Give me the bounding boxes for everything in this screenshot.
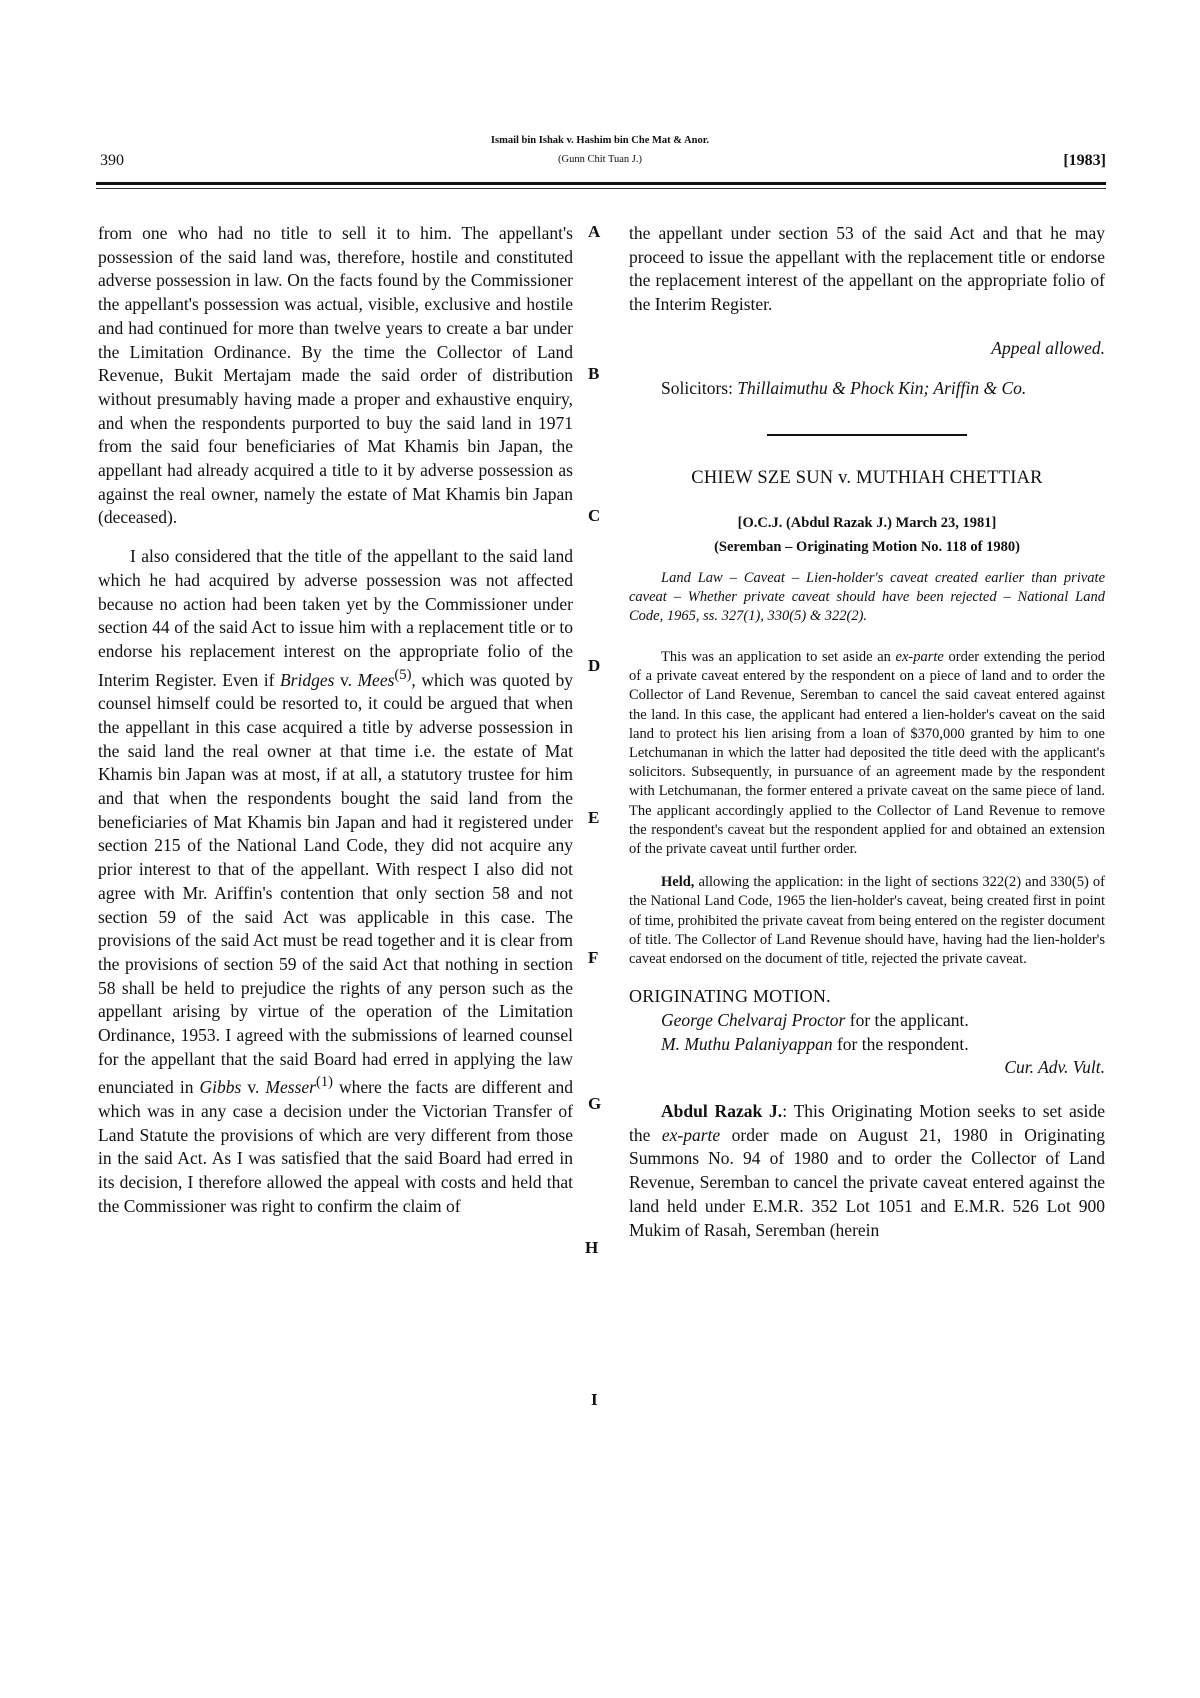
latin-term: ex-parte <box>895 648 944 665</box>
text-run: This was an application to set aside an <box>661 648 896 665</box>
left-column <box>98 222 573 1218</box>
judge-name: Abdul Razak J. <box>661 1100 783 1121</box>
case-name: Gibbs <box>199 1077 242 1098</box>
left-paragraph-2 <box>98 545 573 1218</box>
originating-motion-heading: ORIGINATING MOTION. <box>629 986 831 1007</box>
right-column <box>629 222 1105 1242</box>
text-run: v. <box>241 1077 266 1098</box>
counsel-respondent <box>629 1033 1105 1057</box>
case-name: Bridges <box>279 669 335 690</box>
solicitors <box>629 377 1105 401</box>
counsel-applicant <box>629 1009 1105 1033</box>
text-run: , which was quoted by counsel himself could be resorted to, it could be argued that when the appellant in this case acquired a title by adverse possession in the said land the real owner at that time i.e. the estate of Mat Khamis bin Japan was at most, if at all, a statutory trustee for him and that when the respondents bought the said land from the beneficiaries of Mat Khamis bin Japan and had it registered under section 215 of the National Land Code, they did not acquire any prior interest to that of the appellant. With respect I also did not agree with Mr. Ariffin's contention that only section 58 and not section 59 of the said Act was applicable in this case. The provisions of the said Act must be read together and it is clear from the provisions of section 59 of the said Act that nothing in section 58 shall be held to prejudice the rights of any person such as the appellant arising by virtue of the operation of the Limitation Ordinance, 1953. I agreed with the submissions of learned counsel for the appellant that the said Board had erred in applying the law enunciated in <box>98 669 573 1098</box>
text-run: : This Originating Motion seeks to set aside the <box>629 1100 1105 1145</box>
citation-ref: (1) <box>315 1074 333 1091</box>
margin-letter-h: H <box>585 1238 599 1257</box>
latin-term: ex-parte <box>661 1124 721 1145</box>
margin-letter-e: E <box>588 808 600 827</box>
case-name: Messer <box>265 1077 316 1098</box>
margin-letter-b: B <box>588 364 600 383</box>
text-run: order made on August 21, 1980 in Originating Summons No. 94 of 1980 and to order the Collector of Land Revenue, Seremban to cancel the private caveat entered against the land held under E.M.R. 352 Lot 1051 and E.M.R. 526 Lot 900 Mukim of Rasah, Seremban (herein <box>629 1124 1105 1240</box>
judgment-opening <box>629 1100 1105 1242</box>
text-run: for the applicant. <box>845 1009 969 1030</box>
appeal-allowed: Appeal allowed. <box>991 337 1105 358</box>
text-run: where the facts are different and which was in any case a decision under the Victorian Transfer of Land Statute the provisions of which are very different from those in the said Act. As I was satisfied that the said Board had erred in its decision, I therefore allowed the appeal with costs and held that the Commissioner was right to confirm the claim of <box>98 1077 573 1216</box>
counsel-name: George Chelvaraj Proctor <box>661 1009 846 1030</box>
citation-ref: (5) <box>394 666 412 683</box>
header-rule <box>96 182 1106 185</box>
right-paragraph-1: the appellant under section 53 of the said Act and that he may proceed to issue the appellant with the replacement title or endorse the replacement interest of the appellant on the appropriate folio of the Interim Register. <box>629 223 1105 315</box>
margin-letter-c: C <box>588 506 601 525</box>
text-run: order extending the period of a private caveat entered by the respondent on a piece of land and to order the Collector of Land Revenue, Seremban to cancel the said caveat entered against the land. In this case, the applicant had entered a lien-holder's caveat on the said land to protect his lien arising from a loan of $370,000 granted by him to one Letchumanan in which the latter had deposited the title deed with the applicant's solicitors. Subsequently, in pursuance of an agreement made by the respondent with Letchumanan, the former entered a private caveat on the same piece of land. The applicant accordingly applied to the Collector of Land Revenue to remove the respondent's caveat but the respondent applied for and obtained an extension of the private caveat until further order. <box>629 648 1105 857</box>
cur-adv-vult: Cur. Adv. Vult. <box>1004 1057 1105 1078</box>
margin-letter-d: D <box>588 656 601 675</box>
case-title: CHIEW SZE SUN v. MUTHIAH CHETTIAR <box>691 468 1043 489</box>
margin-letter-i: I <box>591 1390 598 1409</box>
solicitors-label: Solicitors: <box>661 377 738 398</box>
page-number: 390 <box>100 152 124 169</box>
text-run: I also considered that the title of the appellant to the said land which he had acquired by adverse possession was not affected because no action had been taken yet by the Commissioner under section 44 of the said Act to issue him with a replacement title or to endorse his replacement interest on the appropriate folio of the Interim Register. Even if <box>98 546 573 690</box>
case-divider <box>767 434 967 436</box>
running-title: Ismail bin Ishak v. Hashim bin Che Mat & Anor. <box>490 135 710 146</box>
headnote-held <box>629 873 1105 969</box>
catchwords: Land Law – Caveat – Lien-holder's caveat created earlier than private caveat – Whether private caveat should have been rejected – National Land Code, 1965, ss. 327(1), 330(5) & 322(2). <box>629 569 1105 624</box>
header-rule-thin <box>96 188 1106 189</box>
case-court: (Seremban – Originating Motion No. 118 of 1980) <box>714 538 1020 555</box>
running-subtitle: (Gunn Chit Tuan J.) <box>557 154 642 165</box>
margin-letter-a: A <box>588 222 601 241</box>
case-citation: [O.C.J. (Abdul Razak J.) March 23, 1981] <box>737 514 997 531</box>
solicitors-names: Thillaimuthu & Phock Kin; Ariffin & Co. <box>737 377 1027 398</box>
text-run: for the respondent. <box>832 1033 969 1054</box>
counsel-name: M. Muthu Palaniyappan <box>661 1033 833 1054</box>
report-year: [1983] <box>1063 152 1106 169</box>
held-label: Held, <box>661 874 695 891</box>
headnote-summary <box>629 648 1105 859</box>
case-name: Mees <box>357 669 395 690</box>
margin-letter-g: G <box>588 1094 602 1113</box>
margin-letter-f: F <box>588 948 599 967</box>
running-head <box>340 131 860 169</box>
text-run: v. <box>334 669 358 690</box>
text-run: allowing the application: in the light of sections 322(2) and 330(5) of the National Land Code, 1965 the lien-holder's caveat, being created first in point of time, prohibited the private caveat from being entered on the register document of title. The Collector of Land Revenue should have, having had the lien-holder's caveat endorsed on the document of title, rejected the private caveat. <box>629 874 1105 967</box>
left-paragraph-1: from one who had no title to sell it to him. The appellant's possession of the said land was, therefore, hostile and constituted adverse possession in law. On the facts found by the Commissioner the appellant's possession was actual, visible, exclusive and hostile and had continued for more than twelve years to create a bar under the Limitation Ordinance. By the time the Collector of Land Revenue, Bukit Mertajam made the said order of distribution without presumably having made a proper and exhaustive enquiry, and when the respondents purported to buy the said land in 1971 from the said four beneficiaries of Mat Khamis bin Japan, the appellant had already acquired a title to it by adverse possession as against the real owner, namely the estate of Mat Khamis bin Japan (deceased). <box>98 223 573 528</box>
